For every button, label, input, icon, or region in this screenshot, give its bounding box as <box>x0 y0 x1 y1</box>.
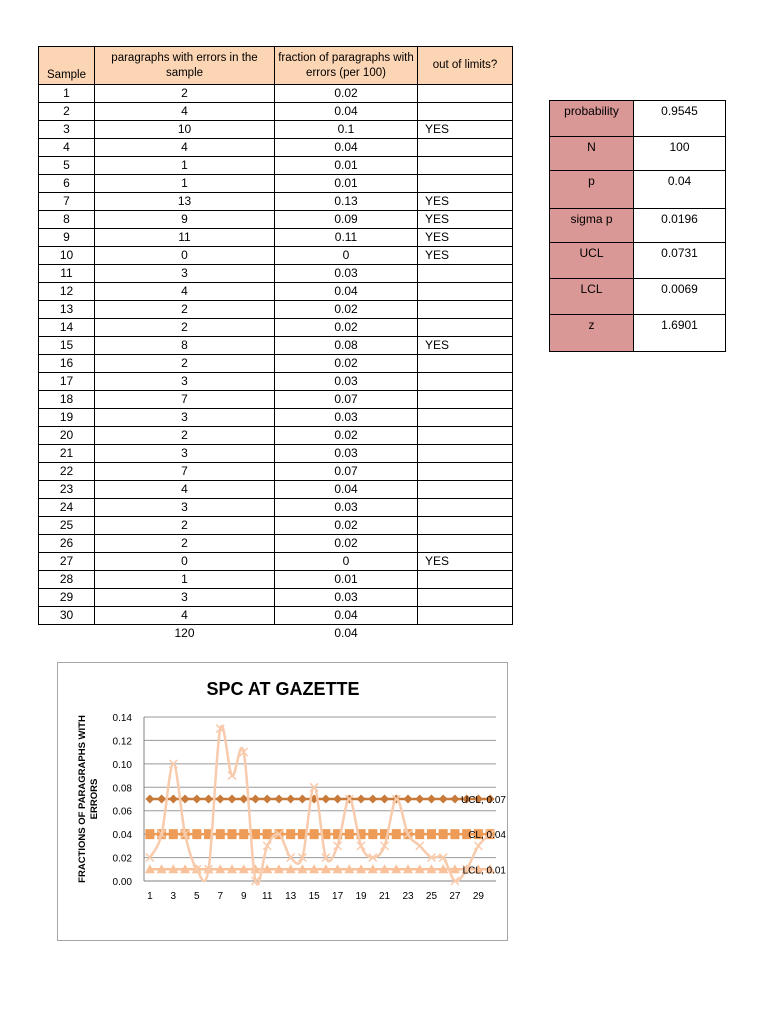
cell-paragraphs: 13 <box>95 193 275 211</box>
cell-paragraphs: 1 <box>95 571 275 589</box>
cell-paragraphs: 4 <box>95 481 275 499</box>
table-row <box>39 283 513 301</box>
cell-sample: 28 <box>39 571 95 589</box>
x-tick-label: 29 <box>472 891 484 902</box>
stats-label: z <box>550 315 634 352</box>
table-row <box>39 193 513 211</box>
diamond-marker <box>181 795 190 804</box>
diamond-marker <box>357 795 366 804</box>
table-row <box>39 337 513 355</box>
cell-sample: 22 <box>39 463 95 481</box>
diamond-marker <box>204 795 213 804</box>
cell-out-of-limits <box>418 319 513 337</box>
cell-out-of-limits <box>418 571 513 589</box>
cell-sample: 5 <box>39 157 95 175</box>
stats-label: LCL <box>550 279 634 315</box>
table-row <box>39 481 513 499</box>
cell-sample: 6 <box>39 175 95 193</box>
table-row <box>39 301 513 319</box>
stats-value: 0.04 <box>634 171 726 209</box>
cell-out-of-limits <box>418 391 513 409</box>
square-marker <box>192 829 201 839</box>
table-row <box>39 103 513 121</box>
table-row <box>39 391 513 409</box>
cell-sample: 10 <box>39 247 95 265</box>
diamond-marker <box>228 795 237 804</box>
cell-sample: 26 <box>39 535 95 553</box>
x-tick-label: 11 <box>262 891 273 902</box>
cell-fraction: 0.02 <box>275 319 418 337</box>
data-label: LCL, 0.01 <box>462 865 506 877</box>
square-marker <box>145 829 154 839</box>
cell-out-of-limits <box>418 589 513 607</box>
series-cl <box>145 829 494 839</box>
cell-paragraphs: 4 <box>95 139 275 157</box>
cell-paragraphs: 2 <box>95 355 275 373</box>
cell-out-of-limits <box>418 85 513 103</box>
diamond-marker <box>216 795 225 804</box>
table-row <box>39 373 513 391</box>
x-tick-label: 13 <box>285 891 297 902</box>
y-tick-label: 0.02 <box>112 853 132 865</box>
cell-paragraphs: 3 <box>95 499 275 517</box>
diamond-marker <box>169 795 178 804</box>
y-tick-label: 0.00 <box>112 877 132 888</box>
cell-sample: 23 <box>39 481 95 499</box>
table-row <box>39 139 513 157</box>
diamond-marker <box>380 795 389 804</box>
diamond-marker <box>192 795 201 804</box>
x-tick-label: 25 <box>425 891 438 902</box>
cell-fraction: 0.02 <box>275 427 418 445</box>
cell-sample: 18 <box>39 391 95 409</box>
cell-paragraphs: 1 <box>95 157 275 175</box>
cell-out-of-limits <box>418 481 513 499</box>
square-marker <box>415 829 424 839</box>
diamond-marker <box>263 795 272 804</box>
stats-value: 1.6901 <box>634 315 726 352</box>
cell-fraction: 0.09 <box>275 211 418 229</box>
cell-paragraphs: 10 <box>95 121 275 139</box>
diamond-marker <box>404 795 413 804</box>
diamond-marker <box>321 795 330 804</box>
stats-row <box>550 101 726 137</box>
cell-sample: 13 <box>39 301 95 319</box>
data-label: CL, 0.04 <box>468 830 506 842</box>
cell-paragraphs: 2 <box>95 301 275 319</box>
cell-out-of-limits: YES <box>418 211 513 229</box>
y-tick-label: 0.12 <box>112 736 132 748</box>
table-row <box>39 427 513 445</box>
cell-out-of-limits: YES <box>418 229 513 247</box>
square-marker <box>239 829 248 839</box>
total-fraction: 0.04 <box>334 626 358 640</box>
cell-fraction: 0.11 <box>275 229 418 247</box>
cell-out-of-limits <box>418 607 513 625</box>
cell-fraction: 0.04 <box>275 283 418 301</box>
cell-sample: 15 <box>39 337 95 355</box>
cell-fraction: 0.01 <box>275 175 418 193</box>
header-fraction: fraction of paragraphs with errors (per 100) <box>275 47 418 85</box>
cell-out-of-limits: YES <box>418 553 513 571</box>
stats-label: N <box>550 137 634 171</box>
x-tick-label: 5 <box>194 891 200 902</box>
cell-fraction: 0.1 <box>275 121 418 139</box>
cell-out-of-limits <box>418 355 513 373</box>
table-row <box>39 175 513 193</box>
cell-fraction: 0.04 <box>275 139 418 157</box>
cell-paragraphs: 9 <box>95 211 275 229</box>
cell-out-of-limits <box>418 157 513 175</box>
cell-paragraphs: 2 <box>95 319 275 337</box>
cell-out-of-limits <box>418 409 513 427</box>
cell-paragraphs: 4 <box>95 607 275 625</box>
table-row <box>39 409 513 427</box>
table-row <box>39 157 513 175</box>
diamond-marker <box>157 795 166 804</box>
square-marker <box>263 829 272 839</box>
cell-out-of-limits: YES <box>418 337 513 355</box>
cell-fraction: 0.03 <box>275 265 418 283</box>
table-body <box>39 85 513 643</box>
cell-fraction: 0.03 <box>275 409 418 427</box>
cell-sample: 7 <box>39 193 95 211</box>
stats-row <box>550 137 726 171</box>
cell-fraction: 0.03 <box>275 499 418 517</box>
cell-sample: 29 <box>39 589 95 607</box>
cell-fraction: 0.04 <box>275 103 418 121</box>
x-tick-label: 7 <box>217 891 224 902</box>
header-paragraphs: paragraphs with errors in the sample <box>95 47 275 85</box>
cell-out-of-limits <box>418 175 513 193</box>
cell-fraction: 0.04 <box>275 607 418 625</box>
stats-row <box>550 243 726 279</box>
cell-sample: 2 <box>39 103 95 121</box>
stats-row <box>550 279 726 315</box>
cell-sample: 1 <box>39 85 95 103</box>
diamond-marker <box>274 795 283 804</box>
table-row <box>39 85 513 103</box>
y-tick-label: 0.06 <box>112 806 132 818</box>
y-tick-label: 0.10 <box>112 759 132 771</box>
cell-out-of-limits <box>418 301 513 319</box>
cell-sample: 3 <box>39 121 95 139</box>
spc-chart <box>57 662 508 941</box>
square-marker <box>216 829 225 839</box>
table-row <box>39 229 513 247</box>
square-marker <box>392 829 401 839</box>
square-marker <box>228 829 237 839</box>
cell-out-of-limits <box>418 535 513 553</box>
table-row <box>39 355 513 373</box>
x-tick-label: 1 <box>147 891 153 902</box>
cell-paragraphs: 0 <box>95 553 275 571</box>
cell-fraction: 0.13 <box>275 193 418 211</box>
series-ucl <box>145 795 494 804</box>
square-marker <box>427 829 436 839</box>
data-label: UCL, 0.07 <box>460 795 506 806</box>
cell-paragraphs: 2 <box>95 535 275 553</box>
table-row <box>39 589 513 607</box>
cell-paragraphs: 3 <box>95 409 275 427</box>
cell-paragraphs: 3 <box>95 589 275 607</box>
total-paragraphs: 120 <box>174 626 195 640</box>
diamond-marker <box>415 795 424 804</box>
cell-paragraphs: 3 <box>95 445 275 463</box>
y-tick-label: 0.04 <box>112 830 132 842</box>
stats-row <box>550 315 726 352</box>
table-row <box>39 535 513 553</box>
stats-value: 0.9545 <box>634 101 726 137</box>
y-axis-label: FRACTIONS OF PARAGRAPHS WITHERRORS <box>77 715 100 883</box>
cell-paragraphs: 2 <box>95 85 275 103</box>
table-row <box>39 247 513 265</box>
stats-label: probability <box>550 101 634 137</box>
cell-fraction: 0.03 <box>275 445 418 463</box>
diamond-marker <box>333 795 342 804</box>
cell-sample: 19 <box>39 409 95 427</box>
diamond-marker <box>251 795 260 804</box>
cell-sample: 14 <box>39 319 95 337</box>
cell-fraction: 0.02 <box>275 535 418 553</box>
cell-out-of-limits <box>418 265 513 283</box>
cell-out-of-limits <box>418 139 513 157</box>
cell-fraction: 0.02 <box>275 355 418 373</box>
square-marker <box>450 829 459 839</box>
cell-sample: 16 <box>39 355 95 373</box>
stats-label: sigma p <box>550 209 634 243</box>
table-row <box>39 517 513 535</box>
x-tick-label: 27 <box>449 891 461 902</box>
diamond-marker <box>368 795 377 804</box>
header-sample: Sample <box>39 47 95 85</box>
cell-fraction: 0 <box>275 553 418 571</box>
stats-row <box>550 209 726 243</box>
cell-fraction: 0.03 <box>275 589 418 607</box>
cell-fraction: 0.07 <box>275 391 418 409</box>
cell-out-of-limits <box>418 499 513 517</box>
cell-out-of-limits: YES <box>418 193 513 211</box>
cell-out-of-limits <box>418 463 513 481</box>
cell-paragraphs: 2 <box>95 517 275 535</box>
x-tick-label: 21 <box>378 891 391 902</box>
cell-paragraphs: 4 <box>95 283 275 301</box>
header-out-of-limits: out of limits? <box>418 47 513 85</box>
cell-out-of-limits <box>418 103 513 121</box>
cell-fraction: 0.03 <box>275 373 418 391</box>
cell-fraction: 0 <box>275 247 418 265</box>
cell-sample: 11 <box>39 265 95 283</box>
y-tick-label: 0.08 <box>112 783 132 795</box>
diamond-marker <box>439 795 448 804</box>
series-fraction <box>146 725 494 885</box>
stats-value: 0.0069 <box>634 279 726 315</box>
cell-out-of-limits <box>418 283 513 301</box>
cell-fraction: 0.04 <box>275 481 418 499</box>
stats-value: 0.0196 <box>634 209 726 243</box>
cell-paragraphs: 7 <box>95 391 275 409</box>
cell-paragraphs: 7 <box>95 463 275 481</box>
square-marker <box>310 829 319 839</box>
y-tick-label: 0.14 <box>112 713 132 724</box>
diamond-marker <box>286 795 295 804</box>
table-row <box>39 445 513 463</box>
cell-paragraphs: 11 <box>95 229 275 247</box>
stats-body <box>550 101 726 352</box>
header-row <box>39 47 513 85</box>
stats-table <box>549 100 726 352</box>
x-tick-label: 23 <box>402 891 414 902</box>
data-table <box>38 46 513 642</box>
cell-sample: 12 <box>39 283 95 301</box>
table-row <box>39 499 513 517</box>
table-row <box>39 265 513 283</box>
table-row <box>39 319 513 337</box>
cell-sample: 4 <box>39 139 95 157</box>
table-row <box>39 463 513 481</box>
diamond-marker <box>450 795 459 804</box>
diamond-marker <box>427 795 436 804</box>
cell-paragraphs: 1 <box>95 175 275 193</box>
table-row <box>39 553 513 571</box>
stats-row <box>550 171 726 209</box>
cell-fraction: 0.02 <box>275 85 418 103</box>
chart-title: SPC AT GAZETTE <box>206 679 360 699</box>
cell-sample: 9 <box>39 229 95 247</box>
cell-sample: 8 <box>39 211 95 229</box>
cell-out-of-limits <box>418 445 513 463</box>
cell-sample: 20 <box>39 427 95 445</box>
cell-fraction: 0.02 <box>275 517 418 535</box>
x-tick-label: 17 <box>332 891 344 902</box>
cell-out-of-limits <box>418 517 513 535</box>
table-row <box>39 607 513 625</box>
cell-paragraphs: 2 <box>95 427 275 445</box>
x-tick-label: 3 <box>170 891 177 902</box>
table-row <box>39 571 513 589</box>
cell-sample: 17 <box>39 373 95 391</box>
stats-value: 0.0731 <box>634 243 726 279</box>
cell-fraction: 0.08 <box>275 337 418 355</box>
square-marker <box>439 829 448 839</box>
cell-paragraphs: 3 <box>95 373 275 391</box>
stats-label: UCL <box>550 243 634 279</box>
cell-out-of-limits <box>418 373 513 391</box>
cell-sample: 27 <box>39 553 95 571</box>
cell-out-of-limits <box>418 427 513 445</box>
cell-paragraphs: 8 <box>95 337 275 355</box>
chart-canvas <box>58 663 509 942</box>
square-marker <box>169 829 178 839</box>
cell-sample: 30 <box>39 607 95 625</box>
cell-out-of-limits: YES <box>418 121 513 139</box>
diamond-marker <box>145 795 154 804</box>
totals-empty <box>39 625 95 643</box>
cell-fraction: 0.02 <box>275 301 418 319</box>
stats-label: p <box>550 171 634 209</box>
table-row <box>39 211 513 229</box>
cell-paragraphs: 0 <box>95 247 275 265</box>
cell-paragraphs: 3 <box>95 265 275 283</box>
x-tick-label: 15 <box>308 891 320 902</box>
cell-sample: 21 <box>39 445 95 463</box>
cell-sample: 25 <box>39 517 95 535</box>
square-marker <box>286 829 295 839</box>
diamond-marker <box>298 795 307 804</box>
x-tick-label: 19 <box>355 891 367 902</box>
cell-out-of-limits: YES <box>418 247 513 265</box>
totals-row <box>39 625 513 643</box>
x-tick-label: 9 <box>240 891 247 902</box>
cell-fraction: 0.01 <box>275 571 418 589</box>
table-row <box>39 121 513 139</box>
cell-sample: 24 <box>39 499 95 517</box>
cell-paragraphs: 4 <box>95 103 275 121</box>
cell-fraction: 0.01 <box>275 157 418 175</box>
totals-empty <box>418 625 513 643</box>
square-marker <box>368 829 377 839</box>
square-marker <box>345 829 354 839</box>
stats-value: 100 <box>634 137 726 171</box>
cell-fraction: 0.07 <box>275 463 418 481</box>
